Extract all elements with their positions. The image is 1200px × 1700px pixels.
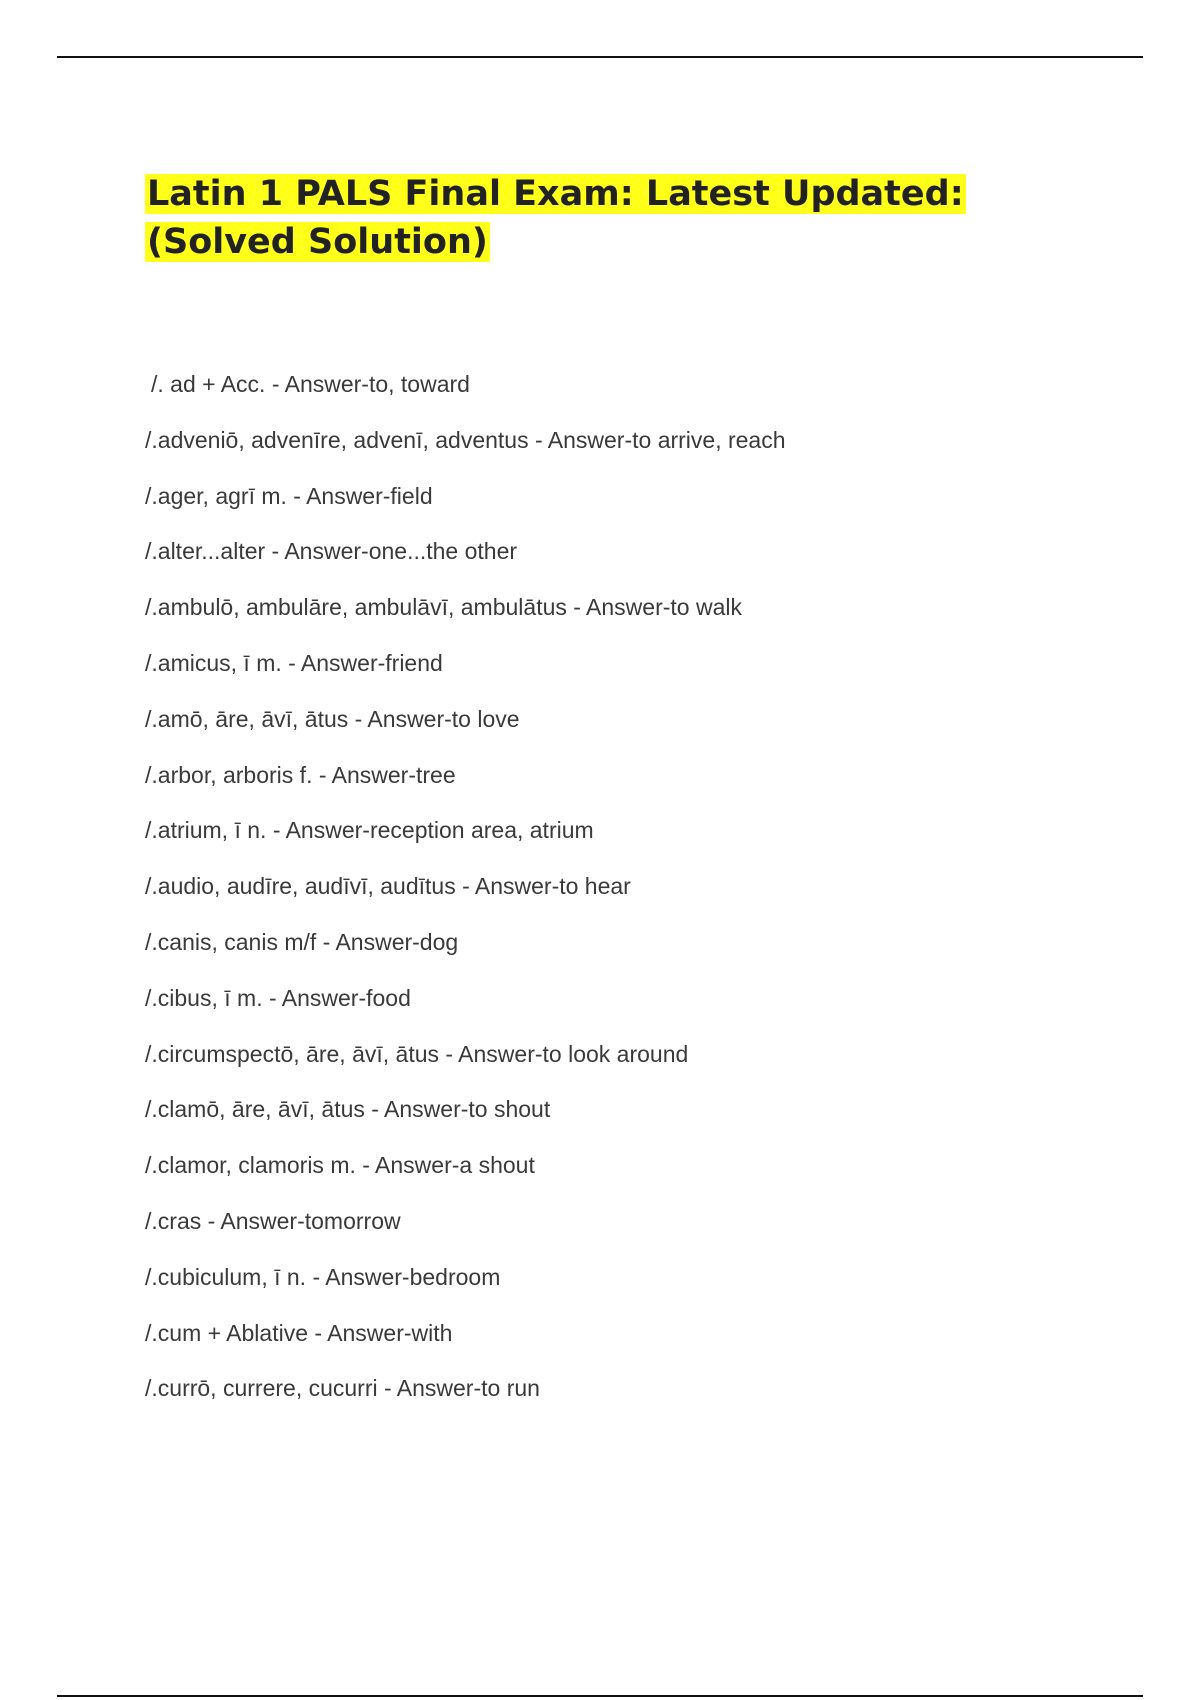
list-item: /.arbor, arboris f. - Answer-tree xyxy=(145,761,456,788)
list-item: /.currō, currere, cucurri - Answer-to run xyxy=(145,1375,540,1402)
title-highlight: Latin 1 PALS Final Exam: Latest Updated: (Solved Solution) xyxy=(147,174,964,262)
vocabulary-list xyxy=(145,366,1095,1426)
list-item: /.adveniō, advenīre, advenī, adventus - Answer-to arrive, reach xyxy=(145,426,786,453)
list-item: /.ager, agrī m. - Answer-field xyxy=(145,482,433,509)
document-title xyxy=(145,170,1045,266)
list-item: /.ambulō, ambulāre, ambulāvī, ambulātus - Answer-to walk xyxy=(145,594,742,621)
list-item: /.canis, canis m/f - Answer-dog xyxy=(145,928,459,955)
list-item: /.alter...alter - Answer-one...the other xyxy=(145,538,518,565)
list-item: /.amicus, ī m. - Answer-friend xyxy=(145,649,443,676)
list-item: /.clamō, āre, āvī, ātus - Answer-to shout xyxy=(145,1096,551,1123)
list-item: /.cibus, ī m. - Answer-food xyxy=(145,984,411,1011)
list-item: /.cubiculum, ī n. - Answer-bedroom xyxy=(145,1263,501,1290)
list-item: /.circumspectō, āre, āvī, ātus - Answer-to look around xyxy=(145,1040,689,1067)
list-item: /. ad + Acc. - Answer-to, toward xyxy=(151,371,470,397)
list-item: /.atrium, ī n. - Answer-reception area, atrium xyxy=(145,817,594,844)
list-item: /.audio, audīre, audīvī, audītus - Answer-to hear xyxy=(145,873,631,900)
list-item: /.amō, āre, āvī, ātus - Answer-to love xyxy=(145,705,520,732)
bottom-rule xyxy=(57,1695,1143,1697)
list-item: /.clamor, clamoris m. - Answer-a shout xyxy=(145,1152,535,1179)
list-item: /.cum + Ablative - Answer-with xyxy=(145,1319,453,1346)
list-item: /.cras - Answer-tomorrow xyxy=(145,1207,401,1234)
top-rule xyxy=(57,56,1143,58)
